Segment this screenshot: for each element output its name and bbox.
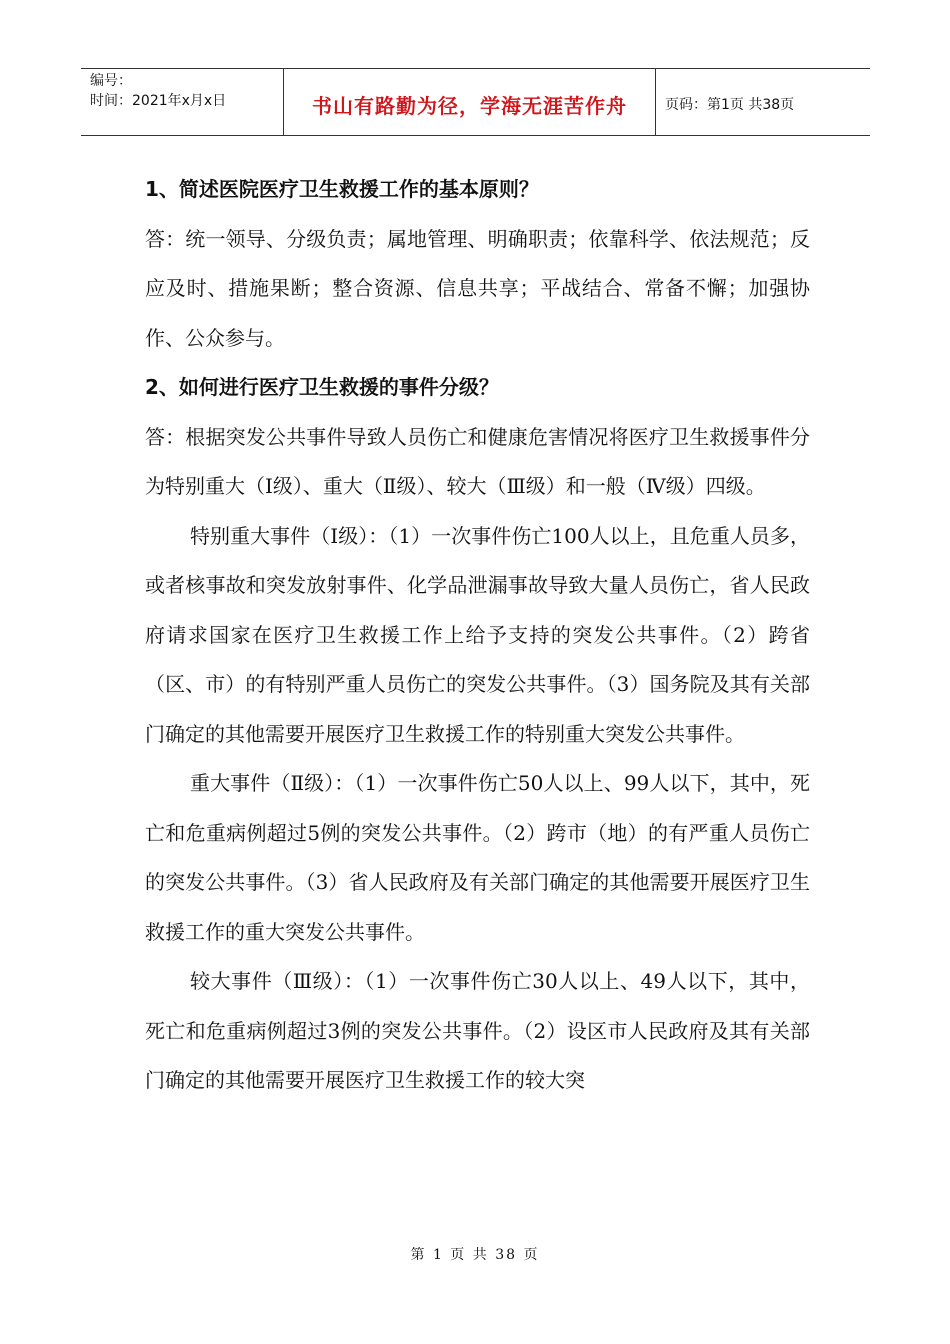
- header-motto-cell: [284, 69, 656, 135]
- date-label: 时间：2021年x月x日: [90, 93, 227, 109]
- question-2: 2、如何进行医疗卫生救援的事件分级？: [145, 375, 499, 399]
- motto: 书山有路勤为径，学海无涯苦作舟: [312, 93, 627, 118]
- serial-label: 编号：: [90, 73, 132, 89]
- level-2-paragraph: 重大事件（Ⅱ级）：（1）一次事件伤亡50人以上、99人以下，其中，死亡和危重病例超过5例的突发公共事件。（2）跨市（地）的有严重人员伤亡的突发公共事件。（3）省人民政府及有关部门确定的其他需要开展医疗卫生救援工作的重大突发公共事件。: [145, 771, 810, 944]
- document-body: [145, 165, 810, 1106]
- answer-1: 答：统一领导、分级负责；属地管理、明确职责；依靠科学、依法规范；反应及时、措施果断；整合资源、信息共享；平战结合、常备不懈；加强协作、公众参与。: [145, 226, 810, 350]
- footer-page-number: 第 1 页 共 38 页: [410, 1247, 540, 1263]
- level-1-paragraph: 特别重大事件（Ⅰ级）：（1）一次事件伤亡100人以上，且危重人员多，或者核事故和突发放射事件、化学品泄漏事故导致大量人员伤亡，省人民政府请求国家在医疗卫生救援工作上给予支持的突发公共事件。（2）跨省（区、市）的有特别严重人员伤亡的突发公共事件。（3）国务院及其有关部门确定的其他需要开展医疗卫生救援工作的特别重大突发公共事件。: [145, 523, 810, 746]
- answer-2: 答：根据突发公共事件导致人员伤亡和健康危害情况将医疗卫生救援事件分为特别重大（Ⅰ级）、重大（Ⅱ级）、较大（Ⅲ级）和一般（Ⅳ级）四级。: [145, 424, 810, 498]
- page-label: 页码：第1页 共38页: [665, 97, 795, 113]
- level-3-paragraph: 较大事件（Ⅲ级）：（1）一次事件伤亡30人以上、49人以下，其中，死亡和危重病例超过3例的突发公共事件。（2）设区市人民政府及其有关部门确定的其他需要开展医疗卫生救援工作的较大突: [145, 969, 810, 1092]
- question-1: 1、简述医院医疗卫生救援工作的基本原则？: [145, 177, 539, 201]
- header-page-cell: [656, 69, 870, 135]
- header-meta: [81, 69, 284, 135]
- page-footer: [0, 1244, 950, 1264]
- page-header: [81, 68, 870, 136]
